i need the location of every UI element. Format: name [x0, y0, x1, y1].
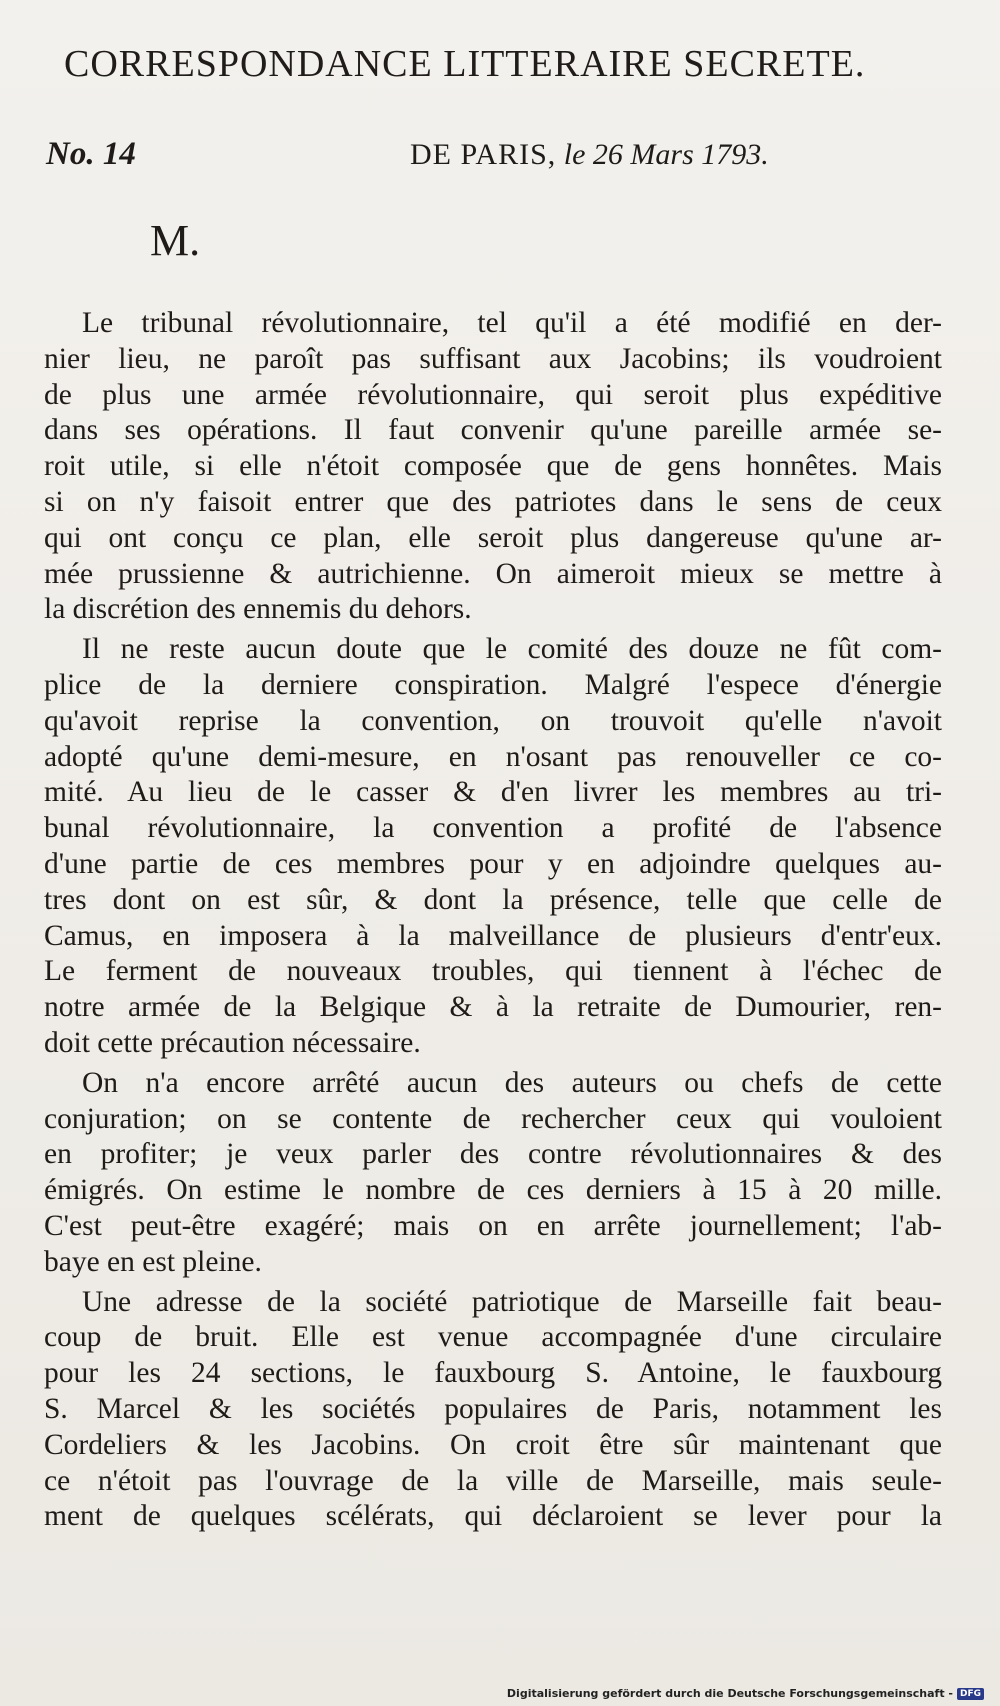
body-line: S. Marcel & les sociétés populaires de Paris, notamment les: [44, 1392, 942, 1425]
body-line: adopté qu'une demi-mesure, en n'osant pas renouveller ce co-: [44, 740, 942, 773]
body-line: Le tribunal révolutionnaire, tel qu'il a été modifié en der-: [82, 307, 942, 339]
body-line: Cordeliers & les Jacobins. On croit être sûr maintenant que: [44, 1428, 942, 1461]
body-line: mité. Au lieu de le casser & d'en livrer les membres au tri-: [44, 776, 942, 809]
body-line: ce n'étoit pas l'ouvrage de la ville de Marseille, mais seule-: [44, 1464, 942, 1497]
body-line: pour les 24 sections, le fauxbourg S. Antoine, le fauxbourg: [44, 1357, 942, 1390]
document-title: CORRESPONDANCE LITTERAIRE SECRETE.: [64, 43, 866, 85]
body-line: Camus, en imposera à la malveillance de plusieurs d'entr'eux.: [44, 919, 942, 952]
digitization-credit: [507, 1687, 984, 1700]
dateline: [410, 138, 769, 172]
dfg-logo-icon: DFG: [957, 1688, 984, 1700]
body-line: qui ont conçu ce plan, elle seroit plus dangereuse qu'une ar-: [44, 521, 942, 554]
body-line: tres dont on est sûr, & dont la présence, telle que celle de: [44, 883, 942, 916]
body-line: Une adresse de la société patriotique de Marseille fait beau-: [82, 1285, 942, 1318]
body-line: si on n'y faisoit entrer que des patriotes dans le sens de ceux: [44, 485, 942, 518]
salutation: M.: [150, 216, 201, 265]
body-line: C'est peut-être exagéré; mais on en arrête journellement; l'ab-: [44, 1209, 942, 1242]
body-line: coup de bruit. Elle est venue accompagnée d'une circulaire: [44, 1321, 942, 1354]
body-line: On n'a encore arrêté aucun des auteurs ou chefs de cette: [82, 1066, 942, 1099]
body-line: de plus une armée révolutionnaire, qui seroit plus expéditive: [44, 378, 942, 411]
issue-number: No. 14: [46, 136, 136, 172]
body-line: Le ferment de nouveaux troubles, qui tiennent à l'échec de: [44, 955, 942, 988]
body-line: la discrétion des ennemis du dehors.: [44, 593, 472, 626]
body-line: nier lieu, ne paroît pas suffisant aux Jacobins; ils voudroient: [44, 342, 942, 375]
body-line: émigrés. On estime le nombre de ces derniers à 15 à 20 mille.: [44, 1174, 942, 1207]
body-line: dans ses opérations. Il faut convenir qu'une pareille armée se-: [44, 414, 942, 447]
body-line: roit utile, si elle n'étoit composée que de gens honnêtes. Mais: [44, 450, 942, 483]
body-line: en profiter; je veux parler des contre révolutionnaires & des: [44, 1138, 942, 1171]
body-line: baye en est pleine.: [44, 1245, 262, 1278]
credit-text: Digitalisierung gefördert durch die Deutsche Forschungsgemeinschaft -: [506, 1687, 953, 1700]
body-line: notre armée de la Belgique & à la retraite de Dumourier, ren-: [44, 991, 942, 1024]
body-line: conjuration; on se contente de rechercher ceux qui vouloient: [44, 1102, 942, 1135]
dateline-date: le 26 Mars 1793.: [563, 138, 769, 171]
body-line: Il ne reste aucun doute que le comité des douze ne fût com-: [82, 633, 942, 666]
body-line: plice de la derniere conspiration. Malgré l'espece d'énergie: [44, 668, 942, 701]
body-line: qu'avoit reprise la convention, on trouvoit qu'elle n'avoit: [44, 704, 942, 737]
dateline-place: DE PARIS,: [410, 138, 557, 171]
body-line: ment de quelques scélérats, qui déclaroient se lever pour la: [44, 1500, 942, 1533]
body-line: doit cette précaution nécessaire.: [44, 1026, 421, 1059]
body-line: bunal révolutionnaire, la convention a profité de l'absence: [44, 812, 942, 845]
body-line: d'une partie de ces membres pour y en adjoindre quelques au-: [44, 847, 942, 880]
body-line: mée prussienne & autrichienne. On aimeroit mieux se mettre à: [44, 557, 942, 590]
article-body: [44, 306, 942, 1535]
